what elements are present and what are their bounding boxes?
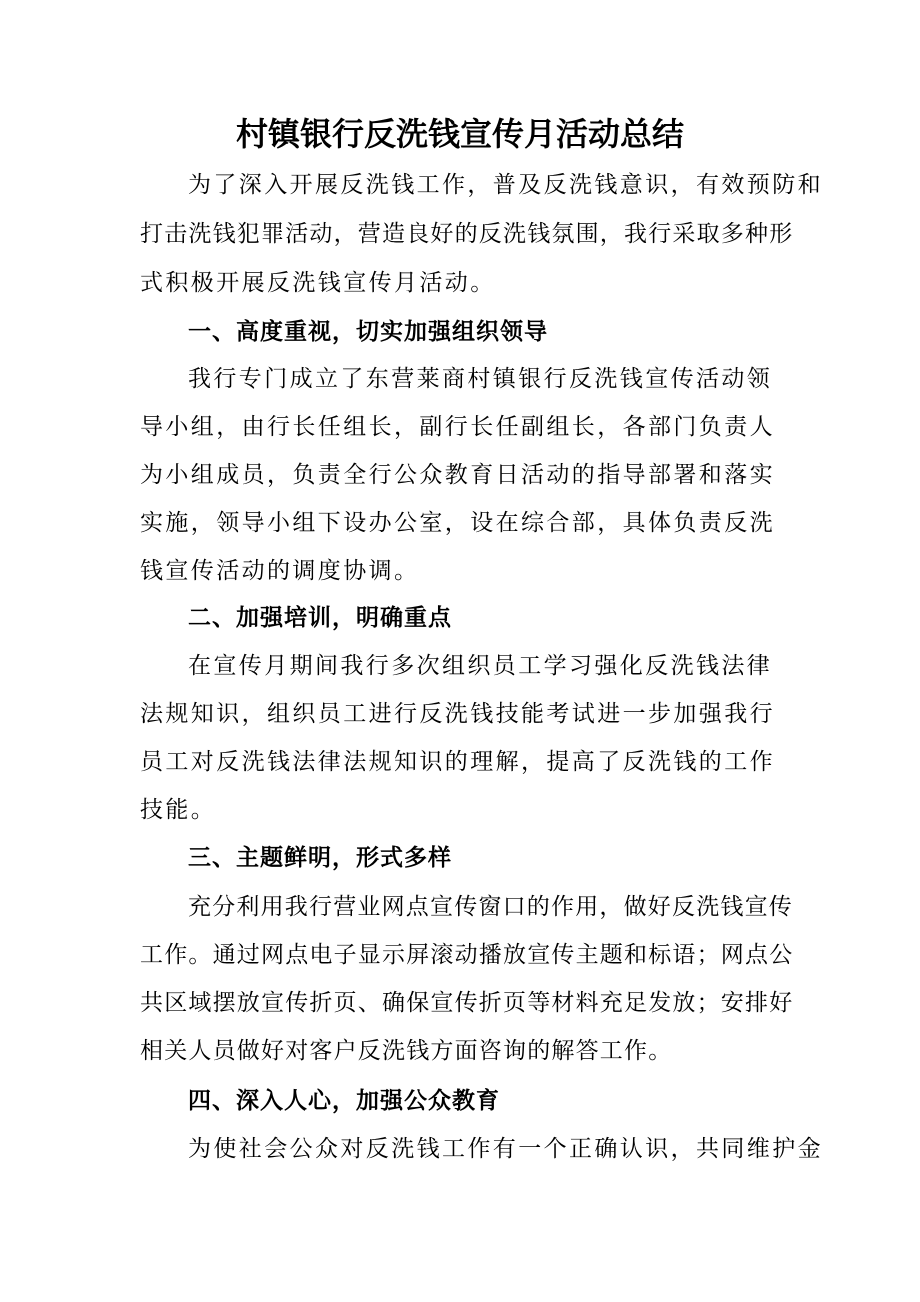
section-1-line: 为小组成员，负责全行公众教育日活动的指导部署和落实 <box>140 462 775 488</box>
intro-line: 打击洗钱犯罪活动，营造良好的反洗钱氛围，我行采取多种形 <box>140 221 794 247</box>
document-title: 村镇银行反洗钱宣传月活动总结 <box>235 115 684 153</box>
section-3-line: 共区域摆放宣传折页、确保宣传折页等材料充足发放；安排好 <box>140 990 794 1016</box>
section-1-line: 实施，领导小组下设办公室，设在综合部，具体负责反洗 <box>140 510 775 536</box>
section-1-line: 我行专门成立了东营莱商村镇银行反洗钱宣传活动领 <box>188 366 773 392</box>
section-3-line: 工作。通过网点电子显示屏滚动播放宣传主题和标语；网点公 <box>140 942 794 968</box>
section-heading-1: 一、高度重视，切实加强组织领导 <box>188 319 548 345</box>
section-2-line: 员工对反洗钱法律法规知识的理解，提高了反洗钱的工作 <box>140 749 775 775</box>
section-2-line: 技能。 <box>140 797 217 823</box>
section-3-line: 相关人员做好对客户反洗钱方面咨询的解答工作。 <box>140 1038 673 1064</box>
section-1-line: 钱宣传活动的调度协调。 <box>140 558 420 584</box>
section-2-line: 法规知识，组织员工进行反洗钱技能考试进一步加强我行 <box>140 701 775 727</box>
section-heading-4: 四、深入人心，加强公众教育 <box>188 1088 500 1114</box>
section-heading-3: 三、主题鲜明，形式多样 <box>188 845 452 871</box>
section-2-line: 在宣传月期间我行多次组织员工学习强化反洗钱法律 <box>188 653 773 679</box>
section-heading-2: 二、加强培训，明确重点 <box>188 605 452 631</box>
intro-line: 为了深入开展反洗钱工作，普及反洗钱意识，有效预防和 <box>188 172 823 198</box>
section-1-line: 导小组，由行长任组长，副行长任副组长，各部门负责人 <box>140 414 775 440</box>
intro-line: 式积极开展反洗钱宣传月活动。 <box>140 270 496 296</box>
section-4-line: 为使社会公众对反洗钱工作有一个正确认识，共同维护金 <box>188 1136 823 1162</box>
section-3-line: 充分利用我行营业网点宣传窗口的作用，做好反洗钱宣传 <box>188 894 793 920</box>
